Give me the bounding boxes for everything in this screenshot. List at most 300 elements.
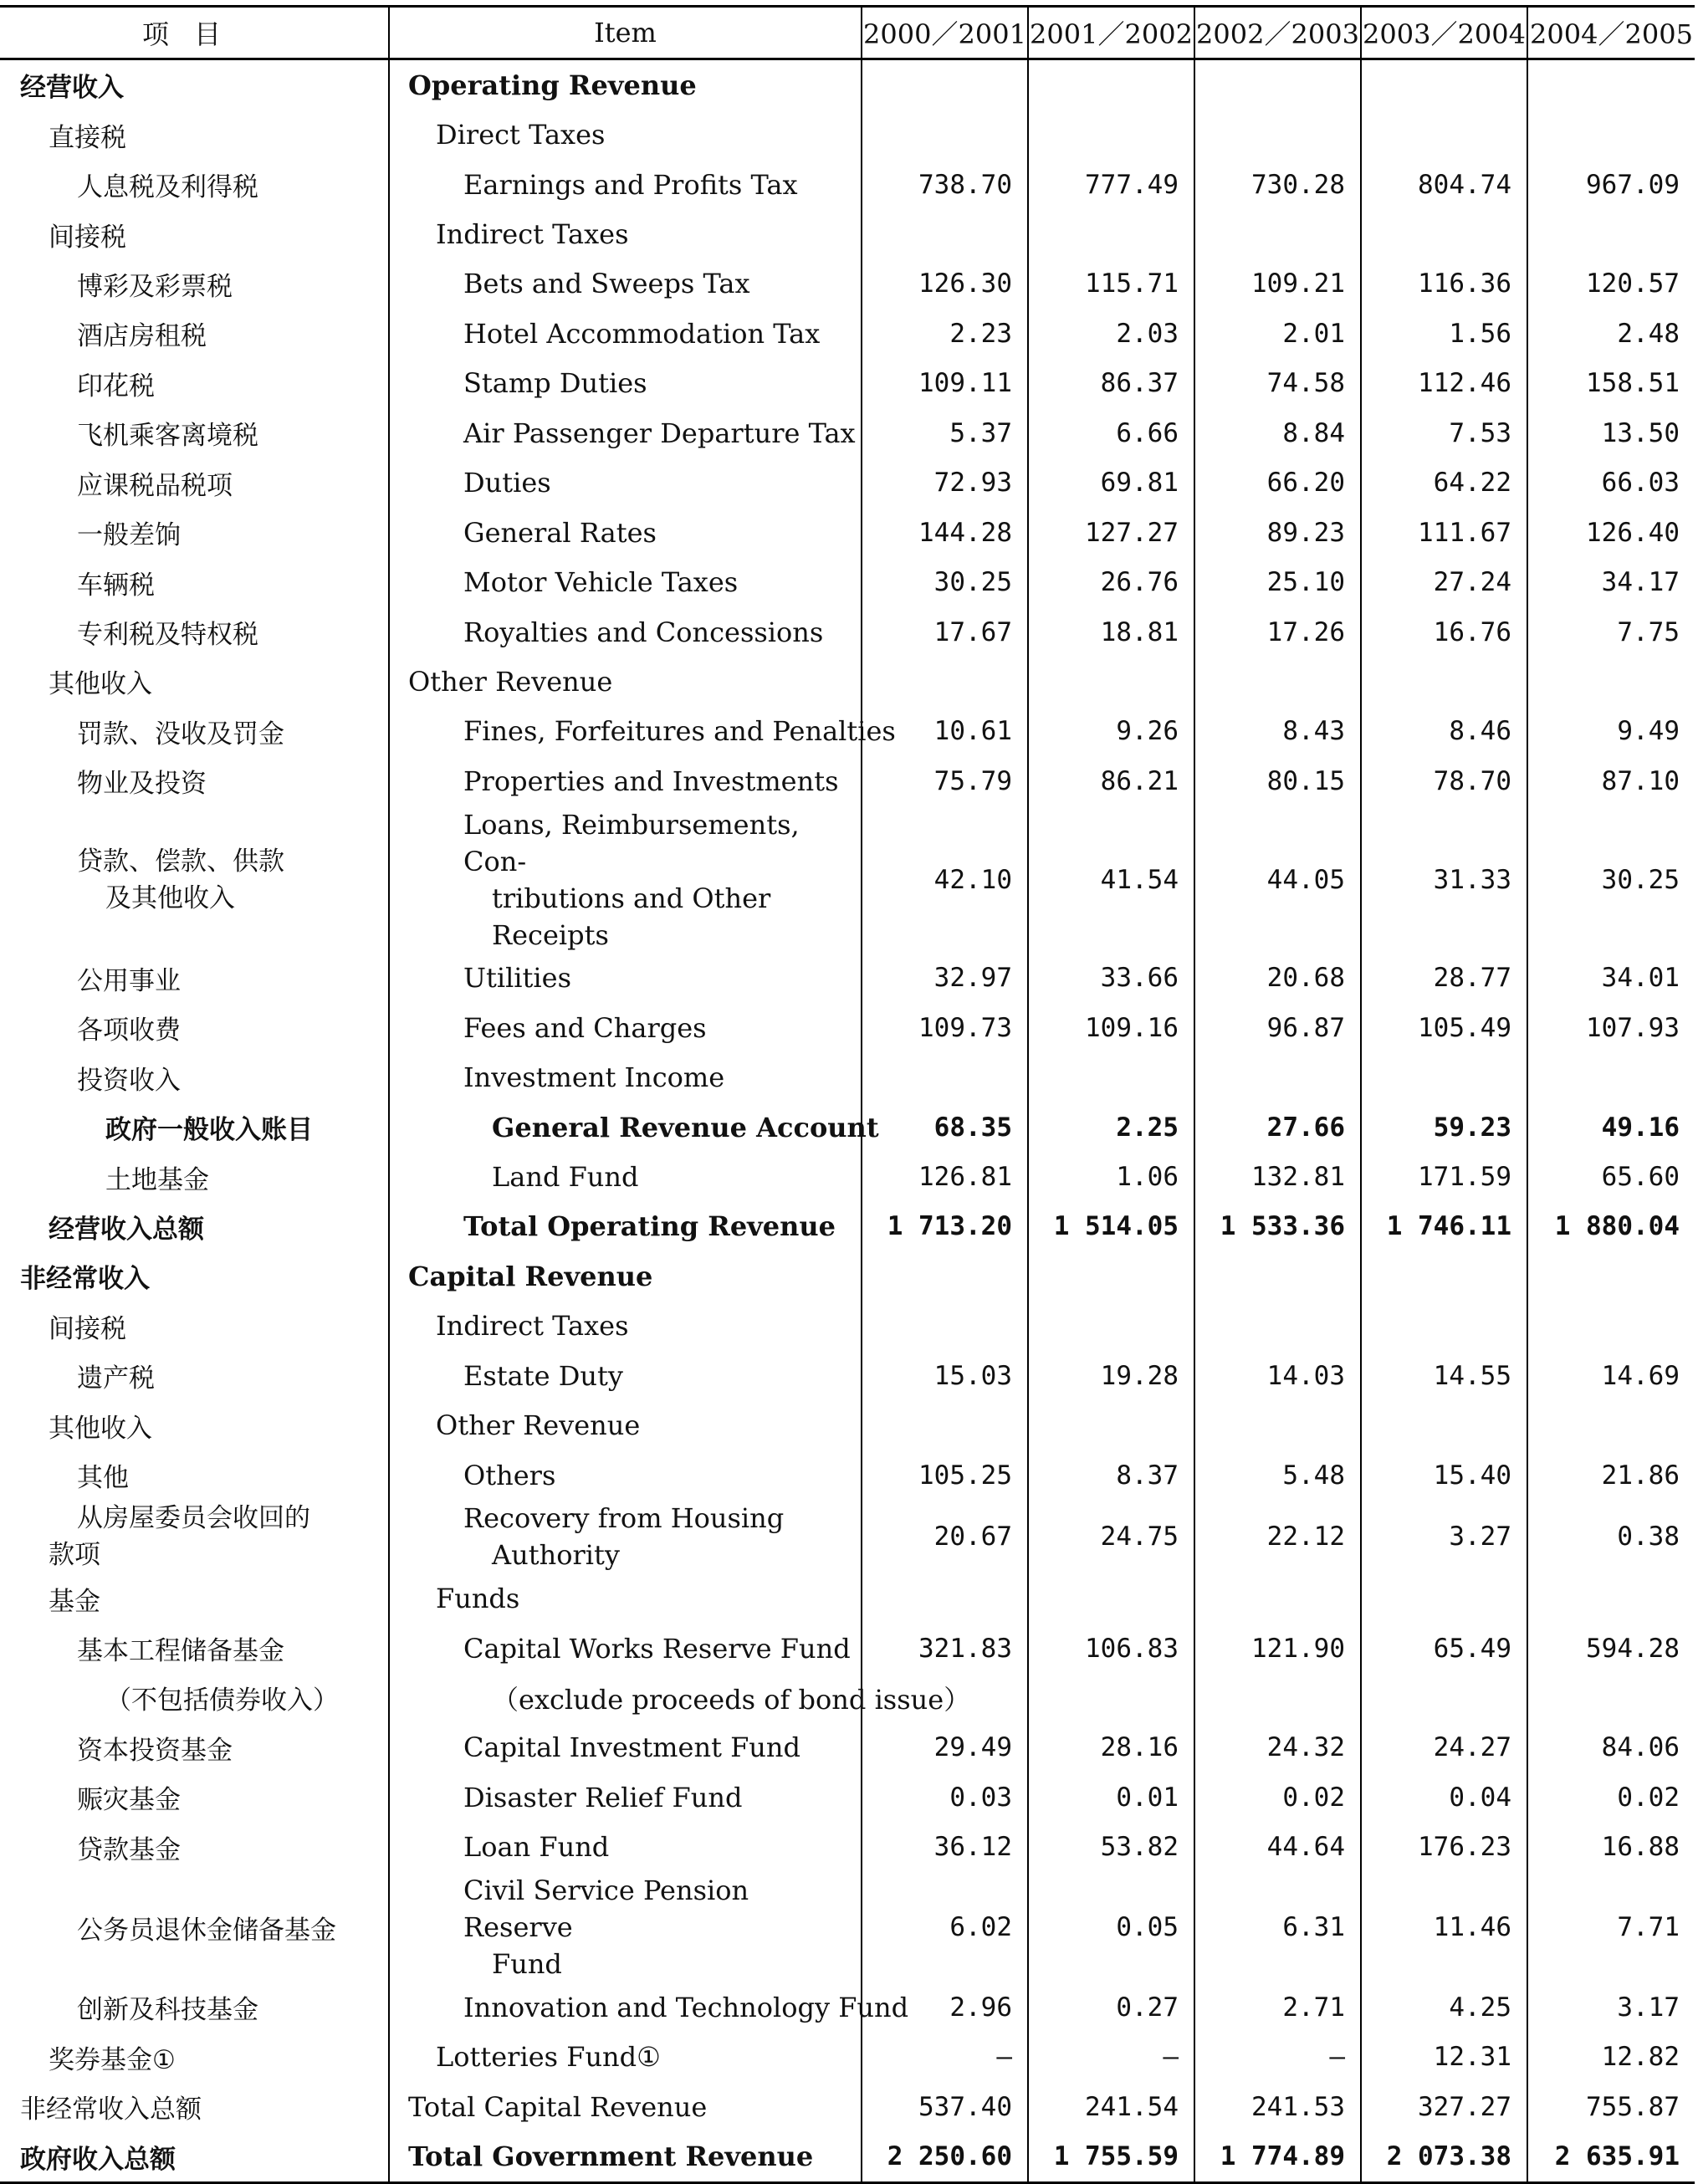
value-cell: 0.02 [1527,1772,1695,1822]
row-label-zh: 其他收入 [49,669,152,700]
value-cell: 41.54 [1028,806,1194,954]
value-cell [1527,1052,1695,1102]
row-label-zh: 间接税 [49,1313,126,1344]
value-cell: 9.49 [1527,707,1695,756]
value-cell: 17.26 [1194,607,1361,657]
table-row [0,1450,1695,1500]
row-label-en [389,1500,862,1573]
row-label-en: Lotteries Fund① [389,2032,862,2081]
row-label-zh: 罚款、没收及罚金 [77,719,284,749]
value-cell [1028,1401,1194,1450]
row-label-zh-line: 从房屋委员会收回的 [77,1503,310,1534]
row-label-zh: 博彩及彩票税 [77,271,233,302]
revenue-table [0,5,1695,2184]
value-cell: 26.76 [1028,557,1194,606]
row-label-en: Fees and Charges [389,1003,862,1052]
value-cell: 42.10 [862,806,1028,954]
value-cell: 18.81 [1028,607,1194,657]
value-cell: 22.12 [1194,1500,1361,1573]
value-cell [862,110,1028,159]
row-label-zh: 飞机乘客离境税 [77,421,258,452]
value-cell [862,1573,1028,1623]
value-cell: 0.05 [1028,1872,1194,1982]
row-label-en: Total Operating Revenue [389,1202,862,1251]
value-cell: 967.09 [1527,160,1695,209]
value-cell: 34.17 [1527,557,1695,606]
row-label-en: Stamp Duties [389,359,862,408]
value-cell: 24.27 [1361,1723,1527,1772]
row-label-en: Loan Fund [389,1823,862,1872]
value-cell: 1 880.04 [1527,1202,1695,1251]
value-cell: 171.59 [1361,1152,1527,1201]
value-cell: 30.25 [862,557,1028,606]
value-cell: 14.55 [1361,1351,1527,1400]
row-label-zh: 赈灾基金 [77,1785,181,1816]
value-cell [1361,209,1527,258]
row-label-en: Direct Taxes [389,110,862,159]
value-cell: 0.03 [862,1772,1028,1822]
header-year: 2000／2001 [862,7,1028,59]
value-cell: 16.88 [1527,1823,1695,1872]
table-row [0,806,1695,954]
row-label-en: Investment Income [389,1052,862,1102]
value-cell: 19.28 [1028,1351,1194,1400]
table-row [0,1723,1695,1772]
row-label-zh: 资本投资基金 [77,1735,233,1766]
value-cell [1028,1052,1194,1102]
table-row [0,2131,1695,2182]
value-cell [1194,1052,1361,1102]
value-cell: 3.27 [1361,1500,1527,1573]
value-cell [1028,657,1194,706]
row-label-zh: 专利税及特权税 [77,620,258,651]
value-cell [1527,209,1695,258]
value-cell: 14.03 [1194,1351,1361,1400]
row-label-zh: （不包括债券收入） [105,1685,339,1716]
row-label-zh: 一般差饷 [77,520,181,551]
value-cell: 7.75 [1527,607,1695,657]
row-label-en-line: Loans, Reimbursements, Con- [463,808,800,877]
value-cell: 5.48 [1194,1450,1361,1500]
value-cell [862,657,1028,706]
table-row [0,1052,1695,1102]
table-row [0,1573,1695,1623]
row-label-en: Others [389,1450,862,1500]
value-cell [1527,1673,1695,1722]
value-cell: 65.60 [1527,1152,1695,1201]
value-cell: 89.23 [1194,508,1361,557]
table-row [0,657,1695,706]
value-cell [1194,209,1361,258]
row-label-en: General Revenue Account [389,1102,862,1152]
value-cell: 111.67 [1361,508,1527,557]
value-cell: 109.11 [862,359,1028,408]
value-cell [1028,110,1194,159]
row-label-en-line: Fund [492,1948,562,1980]
value-cell: 6.31 [1194,1872,1361,1982]
value-cell [1028,1573,1194,1623]
value-cell [862,1251,1028,1301]
value-cell: 4.25 [1361,1982,1527,2032]
value-cell: 0.01 [1028,1772,1194,1822]
value-cell: 64.22 [1361,458,1527,508]
row-label-zh: 经营收入总额 [49,1214,204,1245]
table-row [0,160,1695,209]
value-cell: 66.03 [1527,458,1695,508]
value-cell [1194,1673,1361,1722]
value-cell: 27.66 [1194,1102,1361,1152]
table-row [0,1500,1695,1573]
value-cell: 176.23 [1361,1823,1527,1872]
row-label-en: Total Government Revenue [389,2131,862,2182]
value-cell: 32.97 [862,954,1028,1003]
value-cell [1527,1251,1695,1301]
value-cell: 112.46 [1361,359,1527,408]
value-cell [1194,657,1361,706]
value-cell: 59.23 [1361,1102,1527,1152]
value-cell: 241.53 [1194,2082,1361,2131]
row-label-en-line: tributions and Other Receipts [492,882,771,951]
value-cell: 25.10 [1194,557,1361,606]
table-row [0,557,1695,606]
value-cell: 2.96 [862,1982,1028,2032]
value-cell: 8.43 [1194,707,1361,756]
table-row [0,1673,1695,1722]
row-label-en: Land Fund [389,1152,862,1201]
value-cell: 1 713.20 [862,1202,1028,1251]
value-cell: 27.24 [1361,557,1527,606]
value-cell: 21.86 [1527,1450,1695,1500]
value-cell: 8.46 [1361,707,1527,756]
value-cell: 804.74 [1361,160,1527,209]
value-cell: 28.77 [1361,954,1527,1003]
row-label-zh: 间接税 [49,222,126,253]
value-cell [1527,1302,1695,1351]
value-cell [1194,59,1361,110]
row-label-zh: 印花税 [77,371,155,402]
row-label-zh: 奖券基金① [49,2044,176,2075]
value-cell [1361,1401,1527,1450]
row-label-zh: 贷款基金 [77,1834,181,1865]
table-row [0,1872,1695,1982]
value-cell: 109.21 [1194,259,1361,309]
value-cell: 730.28 [1194,160,1361,209]
value-cell: 96.87 [1194,1003,1361,1052]
value-cell: 8.84 [1194,408,1361,458]
row-label-zh: 其他 [77,1463,129,1494]
value-cell: – [862,2032,1028,2081]
value-cell: 86.21 [1028,756,1194,806]
row-label-zh: 人息税及利得税 [77,172,258,203]
row-label-zh-line: 款项 [49,1540,100,1571]
row-label-en: Royalties and Concessions [389,607,862,657]
table-row [0,59,1695,110]
value-cell: 15.03 [862,1351,1028,1400]
value-cell: 1.06 [1028,1152,1194,1201]
value-cell: 24.75 [1028,1500,1194,1573]
row-label-en: Indirect Taxes [389,209,862,258]
value-cell [1028,1251,1194,1301]
value-cell [1028,59,1194,110]
value-cell: 12.31 [1361,2032,1527,2081]
value-cell [1194,1573,1361,1623]
value-cell: 126.81 [862,1152,1028,1201]
value-cell: 158.51 [1527,359,1695,408]
value-cell [1361,110,1527,159]
header-item-zh: 项目 [0,7,389,59]
row-label-en: Fines, Forfeitures and Penalties [389,707,862,756]
value-cell: 107.93 [1527,1003,1695,1052]
value-cell [1028,1673,1194,1722]
row-label-zh-line: 及其他收入 [105,882,235,913]
value-cell: 115.71 [1028,259,1194,309]
value-cell: 7.71 [1527,1872,1695,1982]
value-cell [1361,1302,1527,1351]
value-cell: 12.82 [1527,2032,1695,2081]
value-cell [1028,1302,1194,1351]
value-cell: – [1194,2032,1361,2081]
value-cell [862,1302,1028,1351]
row-label-en: Disaster Relief Fund [389,1772,862,1822]
row-label-zh: 公用事业 [77,965,181,996]
row-label-en: Other Revenue [389,1401,862,1450]
table-row [0,408,1695,458]
row-label-en: Motor Vehicle Taxes [389,557,862,606]
value-cell [1361,1052,1527,1102]
row-label-zh: 基金 [49,1586,100,1617]
value-cell [1194,1302,1361,1351]
value-cell: 44.64 [1194,1823,1361,1872]
value-cell: 132.81 [1194,1152,1361,1201]
header-year: 2001／2002 [1028,7,1194,59]
row-label-en: Other Revenue [389,657,862,706]
row-label-zh: 酒店房租税 [77,321,207,352]
value-cell [862,1052,1028,1102]
row-label-zh: 政府收入总额 [0,2131,389,2182]
value-cell: 8.37 [1028,1450,1194,1500]
row-label-en-line: Civil Service Pension Reserve [463,1875,749,1943]
row-label-en: Bets and Sweeps Tax [389,259,862,309]
value-cell [1194,110,1361,159]
value-cell [1361,59,1527,110]
value-cell: 49.16 [1527,1102,1695,1152]
row-label-zh: 经营收入 [20,73,124,104]
value-cell: – [1028,2032,1194,2081]
value-cell: 5.37 [862,408,1028,458]
table-row [0,1102,1695,1152]
value-cell: 3.17 [1527,1982,1695,2032]
row-label-en: Earnings and Profits Tax [389,160,862,209]
row-label-zh: 直接税 [49,122,126,153]
value-cell [862,1401,1028,1450]
row-label-en: Operating Revenue [389,59,862,110]
value-cell: 20.67 [862,1500,1028,1573]
row-label-en [389,1872,862,1982]
row-label-en: General Rates [389,508,862,557]
value-cell [1527,110,1695,159]
value-cell: 594.28 [1527,1624,1695,1673]
row-label-zh: 其他收入 [49,1413,152,1444]
value-cell: 87.10 [1527,756,1695,806]
value-cell: 2 073.38 [1361,2131,1527,2182]
value-cell: 109.16 [1028,1003,1194,1052]
table-row [0,1823,1695,1872]
value-cell: 1 514.05 [1028,1202,1194,1251]
row-label-en: Utilities [389,954,862,1003]
value-cell: 86.37 [1028,359,1194,408]
row-label-zh: 遗产税 [77,1363,155,1394]
row-label-en: （exclude proceeds of bond issue） [389,1673,862,1722]
row-label-en: Capital Revenue [389,1251,862,1301]
row-label-en-line: Recovery from Housing [463,1502,785,1535]
value-cell: 0.27 [1028,1982,1194,2032]
row-label-en: Duties [389,458,862,508]
table-row [0,209,1695,258]
value-cell: 777.49 [1028,160,1194,209]
header-year: 2002／2003 [1194,7,1361,59]
value-cell: 738.70 [862,160,1028,209]
row-label-en: Capital Investment Fund [389,1723,862,1772]
table-row [0,1003,1695,1052]
value-cell: 44.05 [1194,806,1361,954]
row-label-zh: 基本工程储备基金 [77,1636,284,1667]
table-row [0,259,1695,309]
table-row [0,359,1695,408]
value-cell [1361,1673,1527,1722]
value-cell: 9.26 [1028,707,1194,756]
value-cell: 537.40 [862,2082,1028,2131]
table-row [0,1251,1695,1301]
value-cell: 105.49 [1361,1003,1527,1052]
value-cell: 69.81 [1028,458,1194,508]
value-cell: 34.01 [1527,954,1695,1003]
table-row [0,2082,1695,2131]
value-cell: 66.20 [1194,458,1361,508]
row-label-en: Estate Duty [389,1351,862,1400]
value-cell: 29.49 [862,1723,1028,1772]
row-label-zh [0,806,389,954]
table-row [0,1351,1695,1400]
value-cell [1028,209,1194,258]
table-row [0,954,1695,1003]
value-cell: 109.73 [862,1003,1028,1052]
value-cell: 16.76 [1361,607,1527,657]
value-cell [1527,1401,1695,1450]
value-cell: 33.66 [1028,954,1194,1003]
row-label-en: Air Passenger Departure Tax [389,408,862,458]
value-cell: 241.54 [1028,2082,1194,2131]
table-row [0,1401,1695,1450]
value-cell: 80.15 [1194,756,1361,806]
value-cell: 126.30 [862,259,1028,309]
value-cell: 2.48 [1527,309,1695,358]
row-label-en: Total Capital Revenue [389,2082,862,2131]
row-label-en: Funds [389,1573,862,1623]
table-row [0,1624,1695,1673]
value-cell [1194,1251,1361,1301]
row-label-en: Properties and Investments [389,756,862,806]
value-cell: 0.04 [1361,1772,1527,1822]
value-cell [1361,1573,1527,1623]
table-row [0,2032,1695,2081]
value-cell: 15.40 [1361,1450,1527,1500]
value-cell: 1.56 [1361,309,1527,358]
value-cell: 2.71 [1194,1982,1361,2032]
value-cell: 28.16 [1028,1723,1194,1772]
table-row [0,607,1695,657]
row-label-en: Capital Works Reserve Fund [389,1624,862,1673]
value-cell: 6.02 [862,1872,1028,1982]
value-cell: 1 755.59 [1028,2131,1194,2182]
value-cell: 75.79 [862,756,1028,806]
value-cell: 13.50 [1527,408,1695,458]
value-cell: 1 774.89 [1194,2131,1361,2182]
value-cell: 14.69 [1527,1351,1695,1400]
value-cell: 126.40 [1527,508,1695,557]
value-cell: 24.32 [1194,1723,1361,1772]
value-cell: 321.83 [862,1624,1028,1673]
row-label-zh: 土地基金 [105,1164,209,1195]
row-label-zh: 各项收费 [77,1015,181,1046]
value-cell: 121.90 [1194,1624,1361,1673]
value-cell [1527,1573,1695,1623]
value-cell [1194,1401,1361,1450]
row-label-zh [0,1500,389,1573]
row-label-zh: 公务员退休金储备基金 [77,1915,336,1946]
value-cell: 755.87 [1527,2082,1695,2131]
value-cell: 68.35 [862,1102,1028,1152]
row-label-zh: 政府一般收入账目 [105,1115,313,1146]
row-label-en-line: Authority [492,1539,620,1572]
row-label-zh: 投资收入 [77,1065,181,1096]
row-label-zh-line: 贷款、偿款、供款 [77,846,284,877]
value-cell [1361,657,1527,706]
value-cell: 36.12 [862,1823,1028,1872]
value-cell: 1 533.36 [1194,1202,1361,1251]
row-label-zh: 物业及投资 [77,769,207,800]
value-cell [1527,59,1695,110]
row-label-en [389,806,862,954]
header-year: 2004／2005 [1527,7,1695,59]
value-cell: 2 250.60 [862,2131,1028,2182]
value-cell: 105.25 [862,1450,1028,1500]
value-cell: 0.38 [1527,1500,1695,1573]
header-item-en: Item [389,7,862,59]
row-label-zh: 应课税品税项 [77,470,233,501]
value-cell: 2.23 [862,309,1028,358]
table-row [0,707,1695,756]
value-cell: 116.36 [1361,259,1527,309]
value-cell: 65.49 [1361,1624,1527,1673]
value-cell: 120.57 [1527,259,1695,309]
table-row [0,508,1695,557]
value-cell: 84.06 [1527,1723,1695,1772]
value-cell [1361,1251,1527,1301]
value-cell: 144.28 [862,508,1028,557]
value-cell: 11.46 [1361,1872,1527,1982]
value-cell: 31.33 [1361,806,1527,954]
value-cell: 7.53 [1361,408,1527,458]
table-row [0,458,1695,508]
row-label-en: Innovation and Technology Fund [389,1982,862,2032]
header-row [0,7,1695,59]
value-cell: 2.25 [1028,1102,1194,1152]
table-row [0,309,1695,358]
value-cell: 20.68 [1194,954,1361,1003]
value-cell: 106.83 [1028,1624,1194,1673]
table-row [0,1982,1695,2032]
row-label-zh: 车辆税 [77,570,155,601]
